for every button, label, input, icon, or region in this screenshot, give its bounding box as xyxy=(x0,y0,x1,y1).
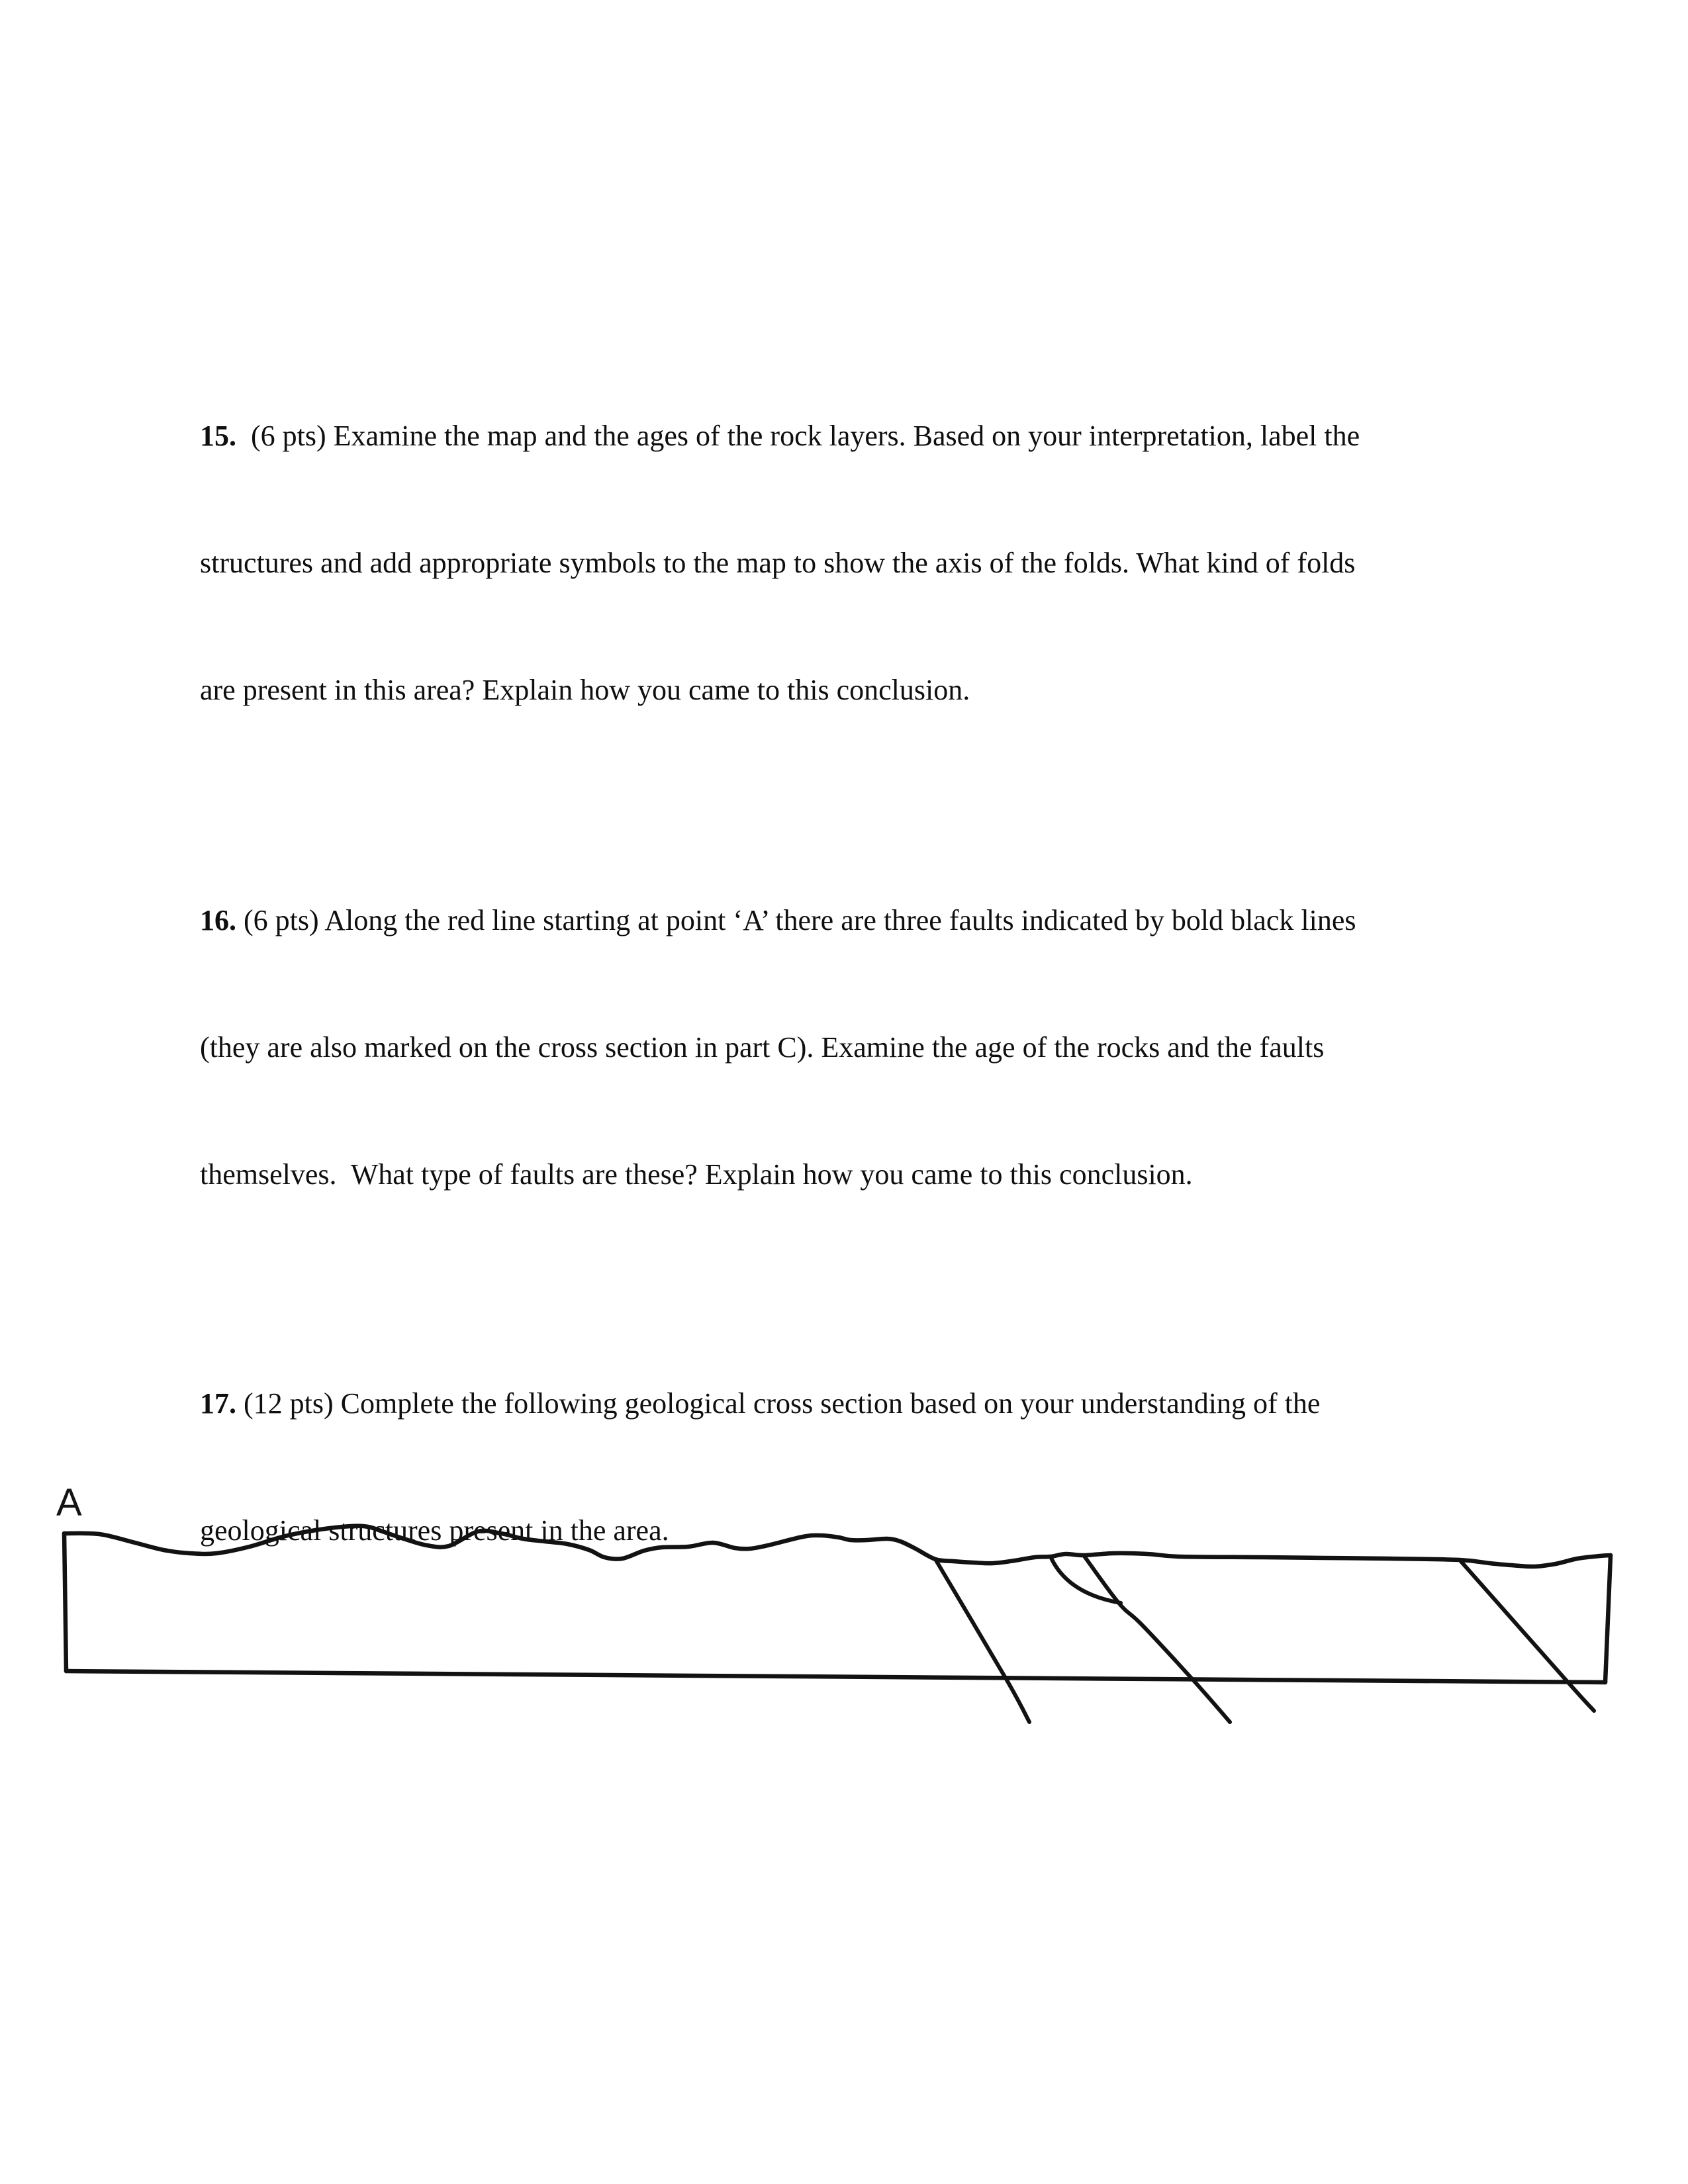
terrain-surface-line xyxy=(64,1526,1611,1567)
question-15-number: 15. xyxy=(200,420,236,452)
fault-splay-curve xyxy=(1051,1557,1121,1603)
section-base-line xyxy=(66,1671,1605,1682)
question-16 xyxy=(200,815,1643,1281)
section-left-edge xyxy=(64,1533,66,1671)
question-15 xyxy=(200,330,1643,796)
question-15-line-2: structures and add appropriate symbols to the map to show the axis of the folds. What kind of folds xyxy=(200,547,1356,579)
question-17-line-1 xyxy=(200,1383,1643,1425)
question-17-number: 17. xyxy=(200,1387,236,1420)
question-16-number: 16. xyxy=(200,904,236,936)
section-right-edge xyxy=(1605,1555,1611,1682)
cross-section-diagram xyxy=(0,1456,1688,1774)
question-16-line-1 xyxy=(200,899,1643,942)
fault-line-3 xyxy=(1460,1560,1594,1711)
question-17-line-2: geological structures present in the area. xyxy=(200,1514,669,1547)
question-17-text-1: (12 pts) Complete the following geological cross section based on your understanding of the xyxy=(236,1387,1321,1420)
question-16-line-2: (they are also marked on the cross section in part C). Examine the age of the rocks and the faults xyxy=(200,1031,1325,1064)
fault-line-1 xyxy=(935,1559,1029,1722)
question-16-text-1: (6 pts) Along the red line starting at point ‘A’ there are three faults indicated by bold black lines xyxy=(236,904,1356,936)
fault-line-2 xyxy=(1084,1555,1230,1722)
question-15-text-1: (6 pts) Examine the map and the ages of the rock layers. Based on your interpretation, label the xyxy=(236,420,1360,452)
question-16-line-3: themselves. What type of faults are these? Explain how you came to this conclusion. xyxy=(200,1158,1193,1191)
question-15-line-1 xyxy=(200,415,1643,457)
point-a-label: A xyxy=(56,1481,82,1524)
question-15-line-3: are present in this area? Explain how you came to this conclusion. xyxy=(200,674,970,706)
